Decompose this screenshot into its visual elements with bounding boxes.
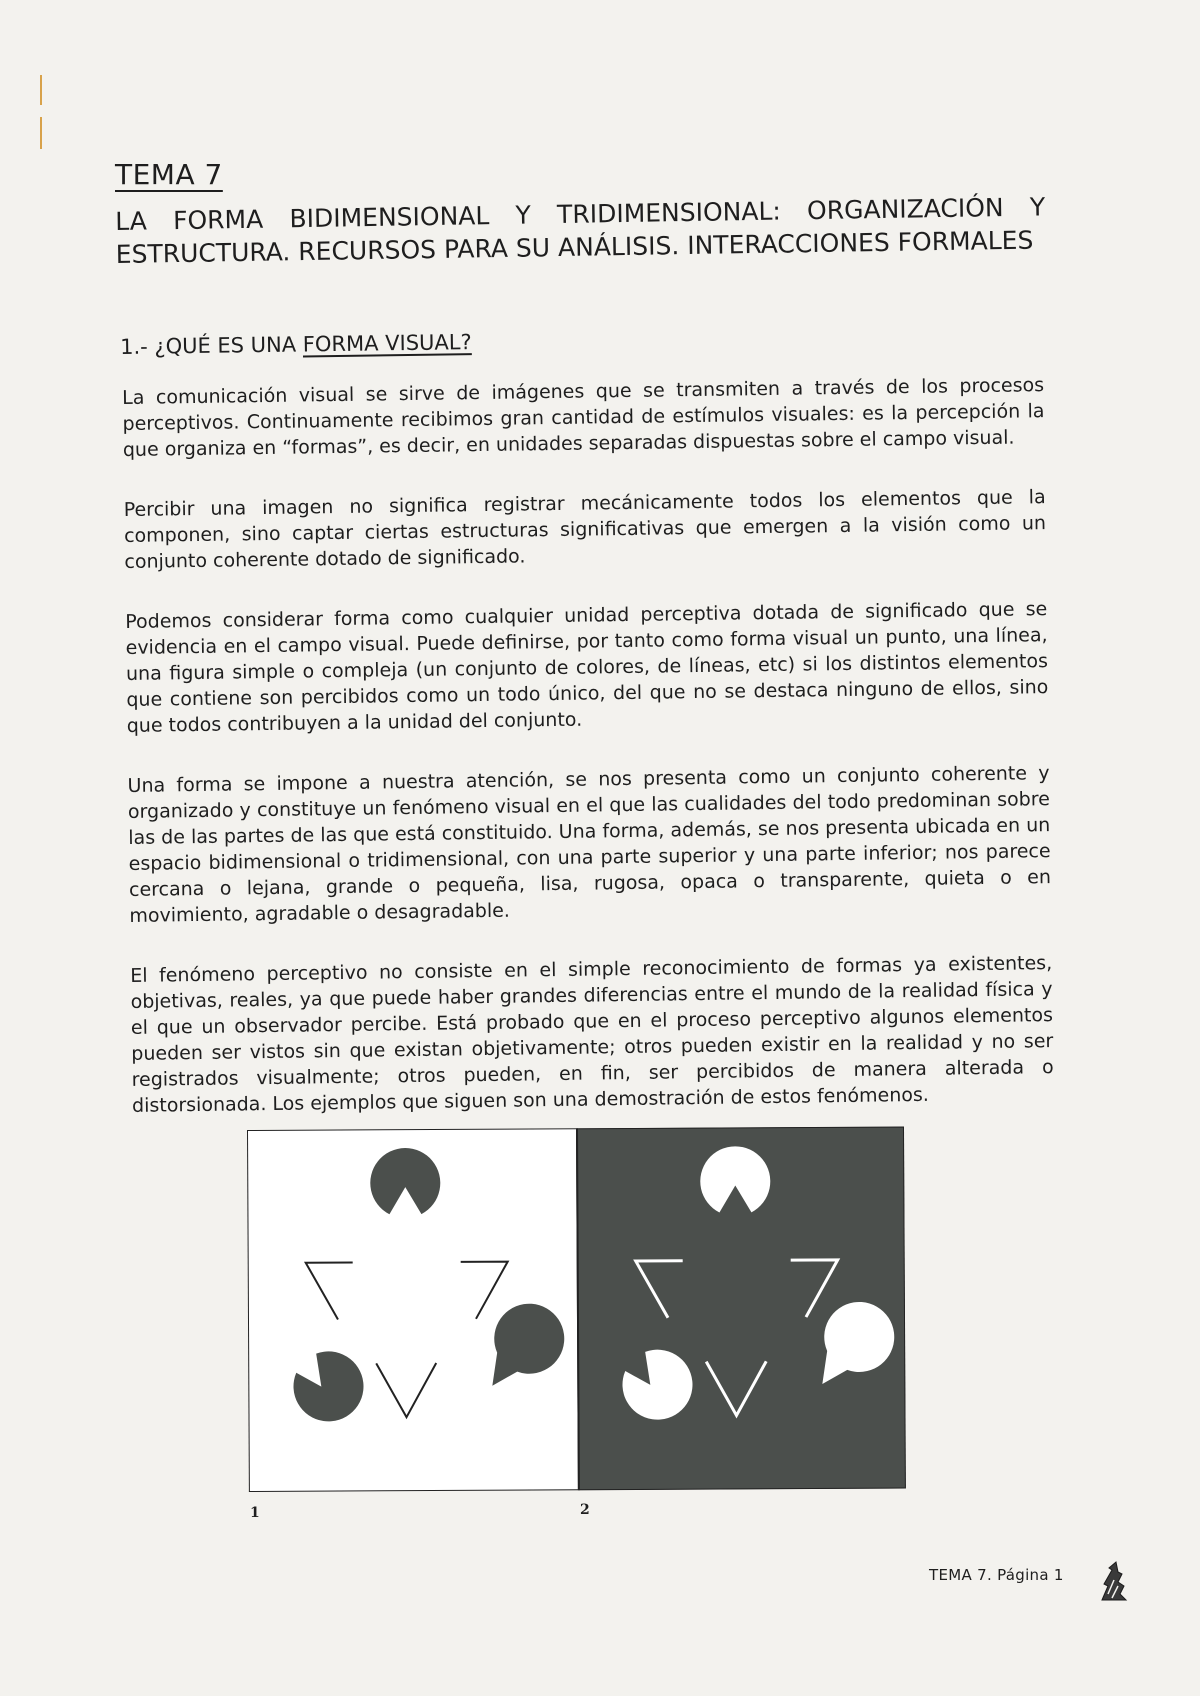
kanizsa-illusion-image — [247, 1127, 906, 1492]
margin-mark — [40, 75, 42, 105]
paragraph: La comunicación visual se sirve de imágenes que se transmiten a través de los procesos perceptivos. Continuamente recibimos gran cantidad de estímulos visuales: es la percepción la que organiza en “formas”, es decir, en unidades separadas dispuestas sobre el campo visual. — [122, 374, 1045, 461]
kanizsa-figure — [247, 1127, 906, 1492]
tema-label: TEMA 7 — [115, 158, 223, 191]
page-footer: TEMA 7. Página 1 — [929, 1566, 1064, 1584]
body-text — [122, 372, 1055, 1153]
margin-mark — [40, 117, 42, 149]
paragraph: Una forma se impone a nuestra atención, se nos presenta como un conjunto coherente y organizado y constituye un fenómeno visual en el que las cualidades del todo predominan sobre las de las partes de las que está constituido. Una forma, además, se nos presenta ubicada en un espacio bidimensional o tridimensional, con una parte superior y una parte inferior; nos parece cercana o lejana, grande o pequeña, lisa, rugosa, opaca o transparente, quieta o en movimiento, agradable o desagradable. — [127, 762, 1052, 927]
document-title: LA FORMA BIDIMENSIONAL Y TRIDIMENSIONAL: ORGANIZACIÓN Y ESTRUCTURA. RECURSOS PARA SU ANÁLISIS. INTERACCIONES FORMALES — [115, 192, 1046, 269]
figure-label-1: 1 — [250, 1505, 260, 1521]
section-heading — [120, 330, 472, 359]
logo-icon — [1096, 1560, 1130, 1604]
paragraph: Podemos considerar forma como cualquier unidad perceptiva dotada de significado que se evidencia en el campo visual. Puede definirse, por tanto como forma visual un punto, una línea, una figura simple o compleja (un conjunto de colores, de líneas, etc) si los distintos elementos que contiene son percibidos como un todo único, del que no se destaca ninguno de ellos, sino que todos contribuyen a la unidad del conjunto. — [125, 598, 1049, 737]
section-number: 1.- ¿QUÉ ES UNA — [120, 332, 304, 359]
paragraph: Percibir una imagen no significa registrar mecánicamente todos los elementos que la componen, sino captar ciertas estructuras significativas que emergen a la visión como un conjunto coherente dotado de significado. — [123, 486, 1047, 573]
figure-label-2: 2 — [580, 1502, 590, 1518]
paragraph: El fenómeno perceptivo no consiste en el simple reconocimiento de formas ya existentes, objetivas, reales, ya que puede haber grandes diferencias entre el mundo de la realidad física y el que un observador percibe. Está probado que en el proceso perceptivo algunos elementos pueden ser vistos sin que existan objetivamente; otros pueden existir en la realidad y no ser registrados visualmente; otros pueden, en fin, ser percibidos de manera alterada o distorsionada. Los ejemplos que siguen son una demostración de estos fenómenos. — [130, 952, 1054, 1117]
section-title: FORMA VISUAL? — [302, 330, 472, 357]
